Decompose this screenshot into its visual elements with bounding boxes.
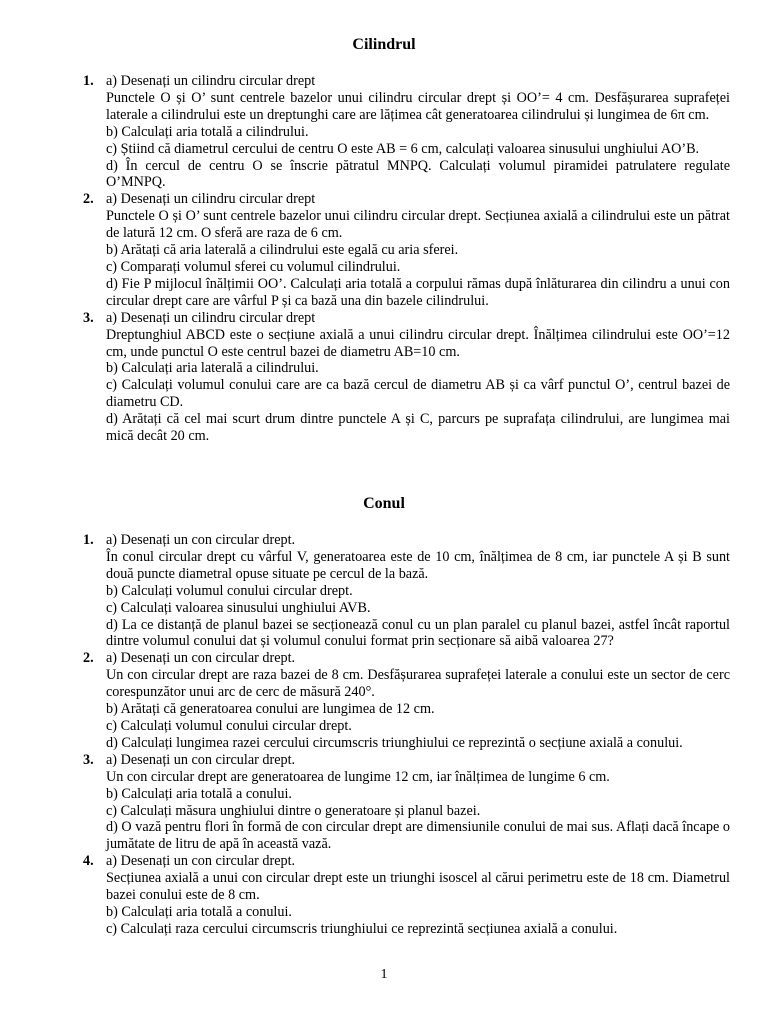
problem-line: c) Calculați raza cercului circumscris triunghiului ce reprezintă secțiunea axială a conului. (106, 920, 618, 937)
problem-line: Un con circular drept are raza bazei de 8 cm. Desfășurarea suprafeței laterale a conului este un sector de cerc corespunzător unui arc de cerc de măsură 240°. (106, 667, 730, 701)
problem-line: Un con circular drept are generatoarea de lungime 12 cm, iar înălțimea de lungime 6 cm. (106, 768, 610, 785)
problem-number: 4. (83, 853, 94, 870)
problem-line: Secțiunea axială a unui con circular drept este un triunghi isoscel al cărui perimetru este de 18 cm. Diametrul bazei conului este de 8 cm. (106, 870, 730, 904)
problem-number: 2. (83, 191, 94, 208)
problem-line: c) Știind că diametrul cercului de centru O este AB = 6 cm, calculați valoarea sinusului unghiului AO’B. (106, 140, 700, 157)
problem-line: b) Calculați aria totală a conului. (106, 903, 292, 920)
problem-cilindru-2 (83, 191, 730, 309)
problem-line: d) Fie P mijlocul înălțimii OO’. Calculați aria totală a corpului rămas după înlăturarea din cilindru a unui con circular drept care are vârful P și ca bază una din bazele cilindrului. (106, 275, 730, 309)
section-conul (83, 532, 730, 938)
problem-line: c) Comparați volumul sferei cu volumul cilindrului. (106, 258, 401, 275)
problem-line: d) La ce distanță de planul bazei se secționează conul cu un plan paralel cu planul bazei, astfel încât raportul dintre volumul conului dat și volumul conului format prin secționare să aibă valoarea 27? (106, 616, 730, 650)
problem-line: a) Desenați un con circular drept. (106, 751, 296, 768)
problem-line: b) Calculați aria totală a conului. (106, 785, 292, 802)
problem-line: b) Arătați că generatoarea conului are lungimea de 12 cm. (106, 701, 435, 718)
problem-line: d) În cercul de centru O se înscrie pătratul MNPQ. Calculați volumul piramidei patrulatere regulate O’MNPQ. (106, 157, 730, 191)
problem-line: d) Calculați lungimea razei cercului circumscris triunghiului ce reprezintă o secțiune axială a conului. (106, 734, 683, 751)
problem-line: c) Calculați valoarea sinusului unghiului AVB. (106, 599, 371, 616)
section-title-cilindrul: Cilindrul (352, 36, 416, 53)
problem-line: a) Desenați un cilindru circular drept (106, 309, 316, 326)
problem-line: c) Calculați volumul conului circular drept. (106, 717, 352, 734)
page-number: 1 (380, 967, 388, 982)
problem-number: 3. (83, 751, 94, 768)
problem-number: 2. (83, 650, 94, 667)
problem-con-3 (83, 752, 730, 853)
problem-line: b) Arătați că aria laterală a cilindrului este egală cu aria sferei. (106, 242, 459, 259)
problem-line: Punctele O și O’ sunt centrele bazelor unui cilindru circular drept. Secțiunea axială a cilindrului este un pătrat de latură 12 cm. O sferă are raza de 6 cm. (106, 208, 730, 242)
problem-line: b) Calculați aria totală a cilindrului. (106, 123, 309, 140)
problem-con-2 (83, 650, 730, 751)
problem-line: Dreptunghiul ABCD este o secțiune axială a unui cilindru circular drept. Înălțimea cilindrului este OO’=12 cm, unde punctul O este centrul bazei de diametru AB=10 cm. (106, 326, 730, 360)
problem-con-4 (83, 853, 730, 938)
problem-line: a) Desenați un con circular drept. (106, 650, 296, 667)
problem-line: d) O vază pentru flori în formă de con circular drept are dimensiunile conului de mai sus. Aflați dacă încape o jumătate de litru de apă în această vază. (106, 819, 730, 853)
problem-number: 1. (83, 73, 94, 89)
problem-line: a) Desenați un con circular drept. (106, 532, 296, 548)
problem-line: b) Calculați volumul conului circular drept. (106, 582, 353, 599)
problem-cilindru-1 (83, 73, 730, 191)
problem-cilindru-3 (83, 310, 730, 445)
problem-line: Punctele O și O’ sunt centrele bazelor unui cilindru circular drept și OO’= 4 cm. Desfășurarea suprafeței laterale a cilindrului este un dreptunghi care are lățimea cât generatoarea cilindrului și lungimea de 6π cm. (106, 89, 730, 123)
section-cilindrul (83, 73, 730, 445)
problem-line: d) Arătați că cel mai scurt drum dintre punctele A și C, parcurs pe suprafața cilindrului, are lungimea mai mică decât 20 cm. (106, 411, 730, 445)
problem-line: În conul circular drept cu vârful V, generatoarea este de 10 cm, înălțimea de 8 cm, iar punctele A și B sunt două puncte diametral opuse situate pe cercul de la bază. (106, 548, 730, 582)
problem-line: b) Calculați aria laterală a cilindrului. (106, 360, 319, 377)
problem-con-1 (83, 532, 730, 650)
section-title-conul: Conul (363, 495, 405, 512)
problem-line: c) Calculați măsura unghiului dintre o generatoare și planul bazei. (106, 802, 481, 819)
problem-line: c) Calculați volumul conului care are ca bază cercul de diametru AB și ca vârf punctul O’, centrul bazei de diametru CD. (106, 377, 730, 411)
problem-line: a) Desenați un cilindru circular drept (106, 191, 316, 208)
problem-line: a) Desenați un cilindru circular drept (106, 73, 316, 89)
problem-number: 3. (83, 309, 94, 326)
problem-line: a) Desenați un con circular drept. (106, 853, 296, 870)
problem-number: 1. (83, 532, 94, 548)
